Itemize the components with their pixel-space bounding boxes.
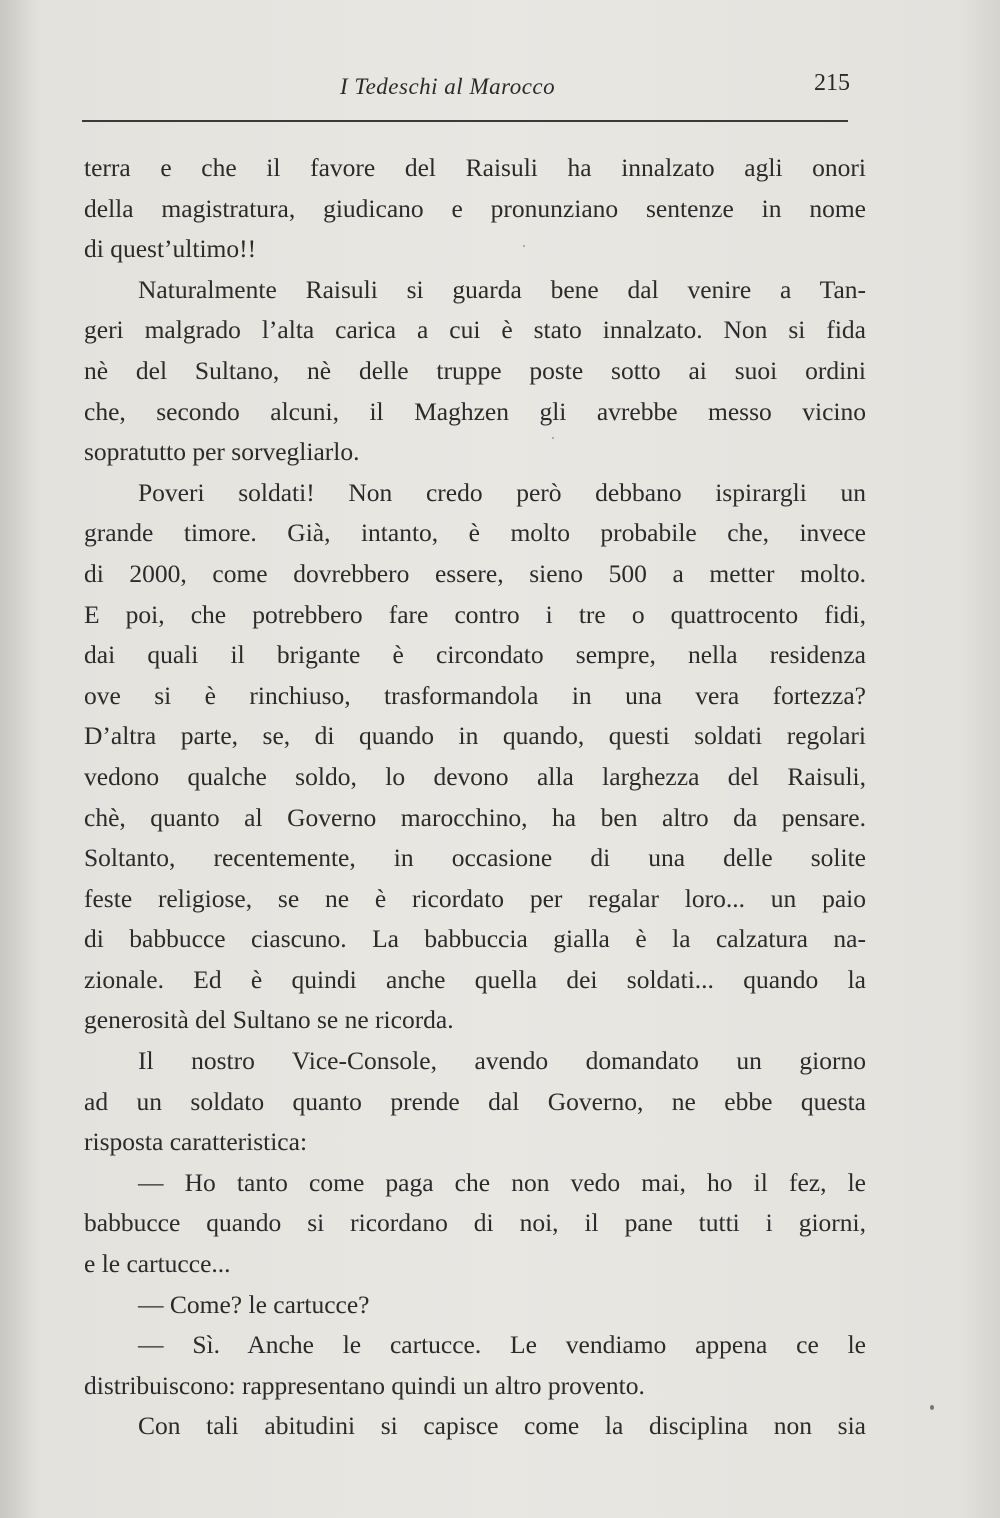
text-line: E poi, che potrebbero fare contro i tre o quattrocento fidi, <box>84 599 866 629</box>
text-line: di 2000, come dovrebbero essere, sieno 500 a metter molto. <box>84 558 866 588</box>
text-line: ove si è rinchiuso, trasformandola in una vera fortezza? <box>84 680 866 710</box>
text-line: ad un soldato quanto prende dal Governo, ne ebbe questa <box>84 1086 866 1116</box>
text-line: di babbucce ciascuno. La babbuccia gialla è la calzatura na- <box>84 924 866 954</box>
page-number: 215 <box>814 70 850 96</box>
text-line: vedono qualche soldo, lo devono alla larghezza del Raisuli, <box>84 761 866 791</box>
text-line: D’altra parte, se, di quando in quando, questi soldati regolari <box>84 721 866 751</box>
text-line: feste religiose, se ne è ricordato per regalar loro... un paio <box>84 883 866 913</box>
text-line: distribuiscono: rappresentano quindi un altro provento. <box>84 1370 645 1400</box>
text-line: risposta caratteristica: <box>84 1127 308 1157</box>
text-line: babbucce quando si ricordano di noi, il pane tutti i giorni, <box>84 1208 866 1238</box>
paragraph-start: Il nostro Vice-Console, avendo domandato un giorno <box>138 1046 866 1076</box>
text-line: zionale. Ed è quindi anche quella dei soldati... quando la <box>84 964 866 994</box>
paragraph-start: — Ho tanto come paga che non vedo mai, ho il fez, le <box>138 1167 866 1197</box>
paper-speck <box>552 437 554 439</box>
text-line: della magistratura, giudicano e pronunziano sentenze in nome <box>84 193 866 223</box>
text-line: generosità del Sultano se ne ricorda. <box>84 1005 454 1035</box>
text-line: dai quali il brigante è circondato sempre, nella residenza <box>84 640 866 670</box>
text-line: che, secondo alcuni, il Maghzen gli avrebbe messo vicino <box>84 396 866 426</box>
text-line: sopratutto per sorvegliarlo. <box>84 437 360 467</box>
paragraph-start: Poveri soldati! Non credo però debbano ispirargli un <box>138 477 866 507</box>
text-line: grande timore. Già, intanto, è molto probabile che, invece <box>84 518 866 548</box>
paper-speck <box>523 245 525 247</box>
text-line: nè del Sultano, nè delle truppe poste sotto ai suoi ordini <box>84 355 866 385</box>
paper-speck <box>930 1405 934 1410</box>
text-line: di quest’ultimo!! <box>84 234 257 264</box>
text-line: geri malgrado l’alta carica a cui è stato innalzato. Non si fida <box>84 315 866 345</box>
header-rule <box>82 120 848 122</box>
text-line: terra e che il favore del Raisuli ha innalzato agli onori <box>84 153 866 182</box>
body-text <box>84 148 866 1447</box>
text-line: chè, quanto al Governo marocchino, ha ben altro da pensare. <box>84 802 866 832</box>
text-line: Soltanto, recentemente, in occasione di una delle solite <box>84 843 866 873</box>
page-header <box>80 70 850 110</box>
paragraph-start: Con tali abitudini si capisce come la disciplina non sia <box>138 1411 866 1441</box>
paragraph-start: Naturalmente Raisuli si guarda bene dal venire a Tan- <box>138 274 866 304</box>
paragraph-start: — Sì. Anche le cartucce. Le vendiamo appena ce le <box>138 1330 866 1360</box>
text-line: e le cartucce... <box>84 1249 231 1279</box>
paragraph-start: — Come? le cartucce? <box>138 1289 370 1319</box>
running-title: I Tedeschi al Marocco <box>340 74 556 99</box>
